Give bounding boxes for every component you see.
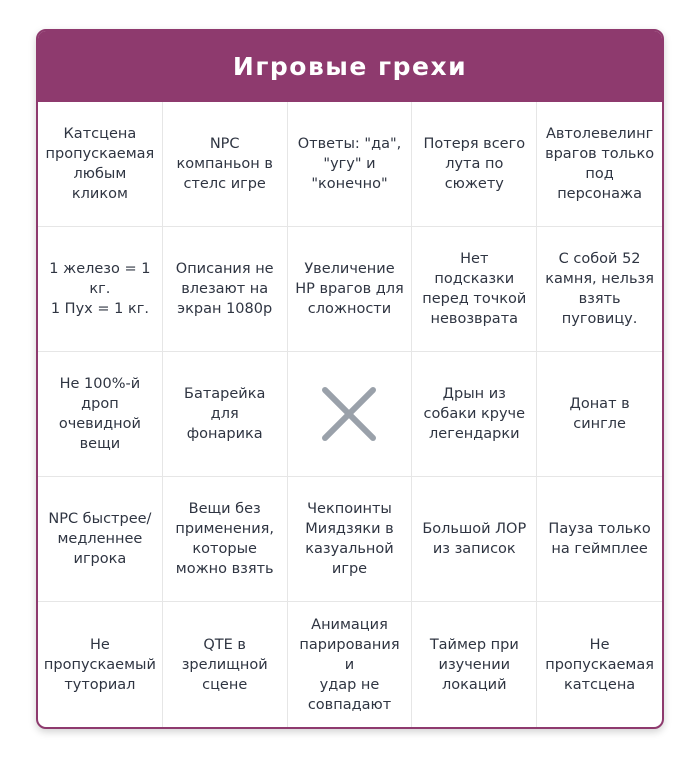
bingo-cell-text: Нет подсказки перед точкой невозврата xyxy=(422,251,527,327)
bingo-cell-text: Описания не влезают на экран 1080p xyxy=(175,261,274,317)
bingo-cell-text: Автолевелинг врагов только под персонажа xyxy=(545,126,655,202)
bingo-cell-free[interactable] xyxy=(288,352,413,477)
bingo-cell[interactable] xyxy=(412,102,537,227)
bingo-header xyxy=(38,31,662,102)
bingo-cell[interactable] xyxy=(537,102,662,227)
bingo-cell[interactable] xyxy=(38,227,163,352)
bingo-cell[interactable] xyxy=(412,227,537,352)
bingo-cell[interactable] xyxy=(412,477,537,602)
bingo-cell-text: Не пропускаемая катсцена xyxy=(545,636,654,693)
bingo-cell-text: Дрын из собаки круче легендарки xyxy=(423,386,526,442)
bingo-cell-text: Батарейка для фонарика xyxy=(184,386,266,442)
bingo-cell-text: Чекпоинты Миядзяки в казуальной игре xyxy=(305,501,394,577)
bingo-cell-text: Вещи без применения, которые можно взять xyxy=(175,501,274,577)
bingo-cell-text: Большой ЛОР из записок xyxy=(422,521,527,557)
bingo-cell[interactable] xyxy=(163,102,288,227)
bingo-cell[interactable] xyxy=(412,602,537,727)
bingo-cell[interactable] xyxy=(38,602,163,727)
bingo-cell-text: Увеличение HP врагов для сложности xyxy=(295,261,404,317)
bingo-cell[interactable] xyxy=(288,227,413,352)
bingo-cell[interactable] xyxy=(163,477,288,602)
bingo-cell-text: Анимация парирования и удар не совпадают xyxy=(299,616,400,713)
bingo-title: Игровые грехи xyxy=(232,52,468,81)
bingo-cell-text: Пауза только на геймплее xyxy=(548,521,651,557)
bingo-cell-text: NPC компаньон в стелс игре xyxy=(176,136,273,192)
bingo-cell[interactable] xyxy=(163,227,288,352)
bingo-cell-text: С собой 52 камня, нельзя взять пуговицу. xyxy=(545,251,654,327)
bingo-grid xyxy=(38,102,662,727)
bingo-cell[interactable] xyxy=(288,477,413,602)
bingo-cell[interactable] xyxy=(537,352,662,477)
bingo-cell[interactable] xyxy=(163,352,288,477)
bingo-cell[interactable] xyxy=(163,602,288,727)
bingo-cell-text: QTE в зрелищной сцене xyxy=(181,636,268,693)
bingo-cell[interactable] xyxy=(412,352,537,477)
x-icon xyxy=(321,386,377,442)
bingo-cell[interactable] xyxy=(288,602,413,727)
bingo-cell-text: 1 железо = 1 кг. 1 Пух = 1 кг. xyxy=(49,261,151,317)
bingo-cell[interactable] xyxy=(537,227,662,352)
bingo-card xyxy=(36,29,664,729)
bingo-cell-text: Потеря всего лута по сюжету xyxy=(423,136,526,192)
bingo-cell-text: Не 100%-й дроп очевидной вещи xyxy=(58,376,141,452)
bingo-cell-text: Катсцена пропускаемая любым кликом xyxy=(45,126,155,202)
bingo-cell[interactable] xyxy=(537,602,662,727)
bingo-cell-text: Таймер при изучении локаций xyxy=(429,636,519,693)
bingo-cell[interactable] xyxy=(288,102,413,227)
bingo-cell[interactable] xyxy=(38,352,163,477)
bingo-cell-text: Донат в сингле xyxy=(569,396,630,432)
bingo-cell[interactable] xyxy=(38,477,163,602)
bingo-cell-text: NPC быстрее/ медленнее игрока xyxy=(48,511,152,567)
bingo-cell-text: Ответы: "да", "угу" и "конечно" xyxy=(297,136,402,192)
bingo-cell[interactable] xyxy=(38,102,163,227)
bingo-cell[interactable] xyxy=(537,477,662,602)
bingo-cell-text: Не пропускаемый туториал xyxy=(43,636,156,693)
